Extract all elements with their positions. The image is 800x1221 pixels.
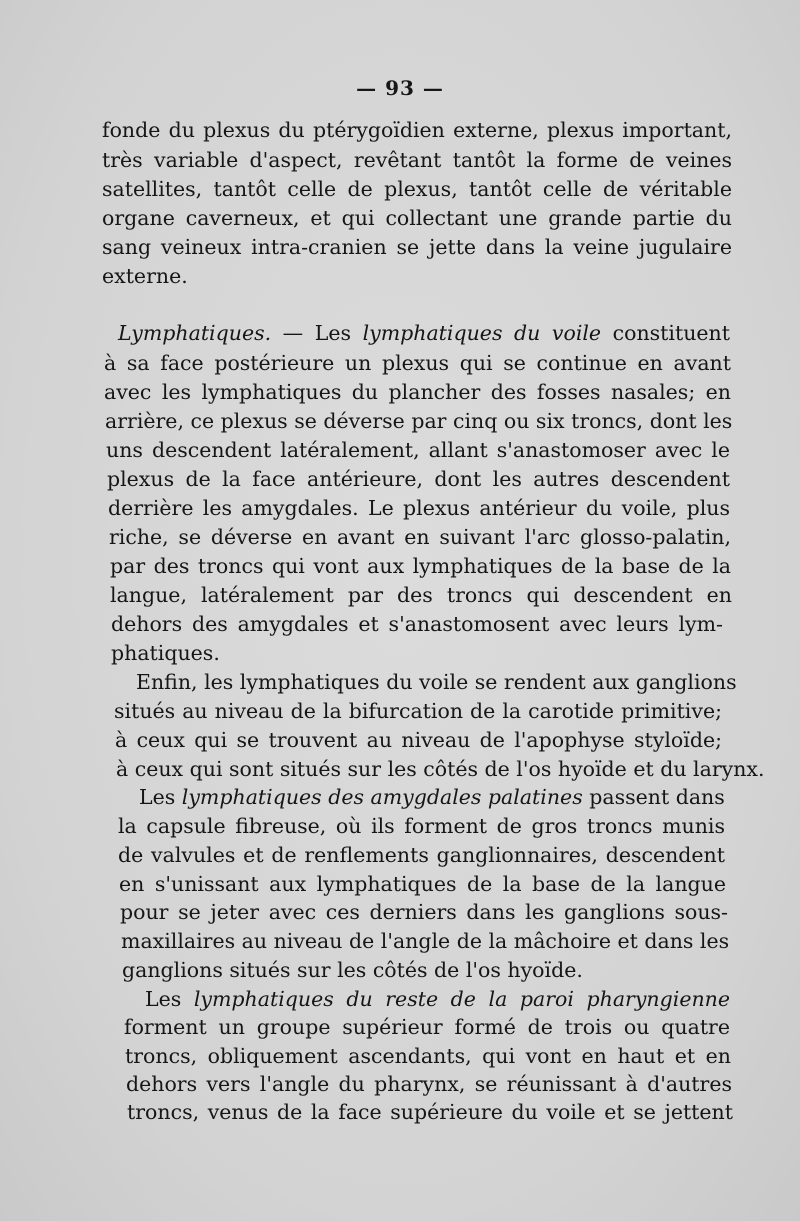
text-line: uns descendent latéralement, allant s'anastomoser avec le [106, 438, 730, 462]
page-number: — 93 — [356, 76, 444, 100]
text-line: riche, se déverse en avant en suivant l'arc glosso-palatin, [109, 525, 731, 549]
text-line: phatiques. [111, 641, 220, 665]
text-line: à sa face postérieure un plexus qui se continue en avant [104, 351, 731, 375]
text-line: maxillaires au niveau de l'angle de la mâchoire et dans les [121, 929, 730, 953]
text-line: troncs, venus de la face supérieure du voile et se jettent [127, 1100, 733, 1124]
section-heading: Lymphatiques. [118, 321, 272, 345]
text-line: troncs, obliquement ascendants, qui vont en haut et en [125, 1044, 731, 1068]
text-line: Les lymphatiques du reste de la paroi pharyngienne [145, 987, 730, 1011]
text-line: avec les lymphatiques du plancher des fosses nasales; en [104, 380, 731, 404]
text-line: à ceux qui sont situés sur les côtés de l'os hyoïde et du larynx. [116, 757, 765, 781]
text-line: pour se jeter avec ces derniers dans les ganglions sous- [120, 900, 728, 924]
text-line: langue, latéralement par des troncs qui descendent en [110, 583, 732, 607]
text-line: Les lymphatiques des amygdales palatines passent dans [139, 785, 725, 809]
text-line: sang veineux intra-cranien se jette dans la veine jugulaire [102, 235, 732, 259]
text-line: derrière les amygdales. Le plexus antérieur du voile, plus [108, 496, 730, 520]
text-line: par des troncs qui vont aux lymphatiques de la base de la [110, 554, 731, 578]
text-line: de valvules et de renflements ganglionnaires, descendent [118, 843, 725, 867]
text-line: Enfin, les lymphatiques du voile se rendent aux ganglions [136, 670, 737, 694]
text-line: arrière, ce plexus se déverse par cinq ou six troncs, dont les [105, 409, 733, 433]
text-line: la capsule fibreuse, où ils forment de gros troncs munis [118, 814, 725, 838]
text-line: en s'unissant aux lymphatiques de la base de la langue [119, 872, 726, 896]
text-line: dehors des amygdales et s'anastomosent avec leurs lym- [111, 612, 723, 636]
text-line: ganglions situés sur les côtés de l'os hyoïde. [122, 958, 583, 982]
text-line: dehors vers l'angle du pharynx, se réunissant à d'autres [126, 1072, 732, 1096]
text-line: très variable d'aspect, revêtant tantôt la forme de veines [102, 148, 732, 172]
text-line: organe caverneux, et qui collectant une grande partie du [102, 206, 732, 230]
text-line: plexus de la face antérieure, dont les autres descendent [107, 467, 730, 491]
text-line: à ceux qui se trouvent au niveau de l'apophyse styloïde; [115, 728, 722, 752]
text-line: externe. [102, 264, 188, 288]
text-line: situés au niveau de la bifurcation de la carotide primitive; [114, 699, 722, 723]
section-heading-line: Lymphatiques. — Les lymphatiques du voile constituent [118, 321, 730, 345]
text-line: forment un groupe supérieur formé de trois ou quatre [124, 1015, 730, 1039]
text-line: fonde du plexus du ptérygoïdien externe, plexus important, [102, 118, 732, 142]
text-line: satellites, tantôt celle de plexus, tantôt celle de véritable [102, 177, 732, 201]
